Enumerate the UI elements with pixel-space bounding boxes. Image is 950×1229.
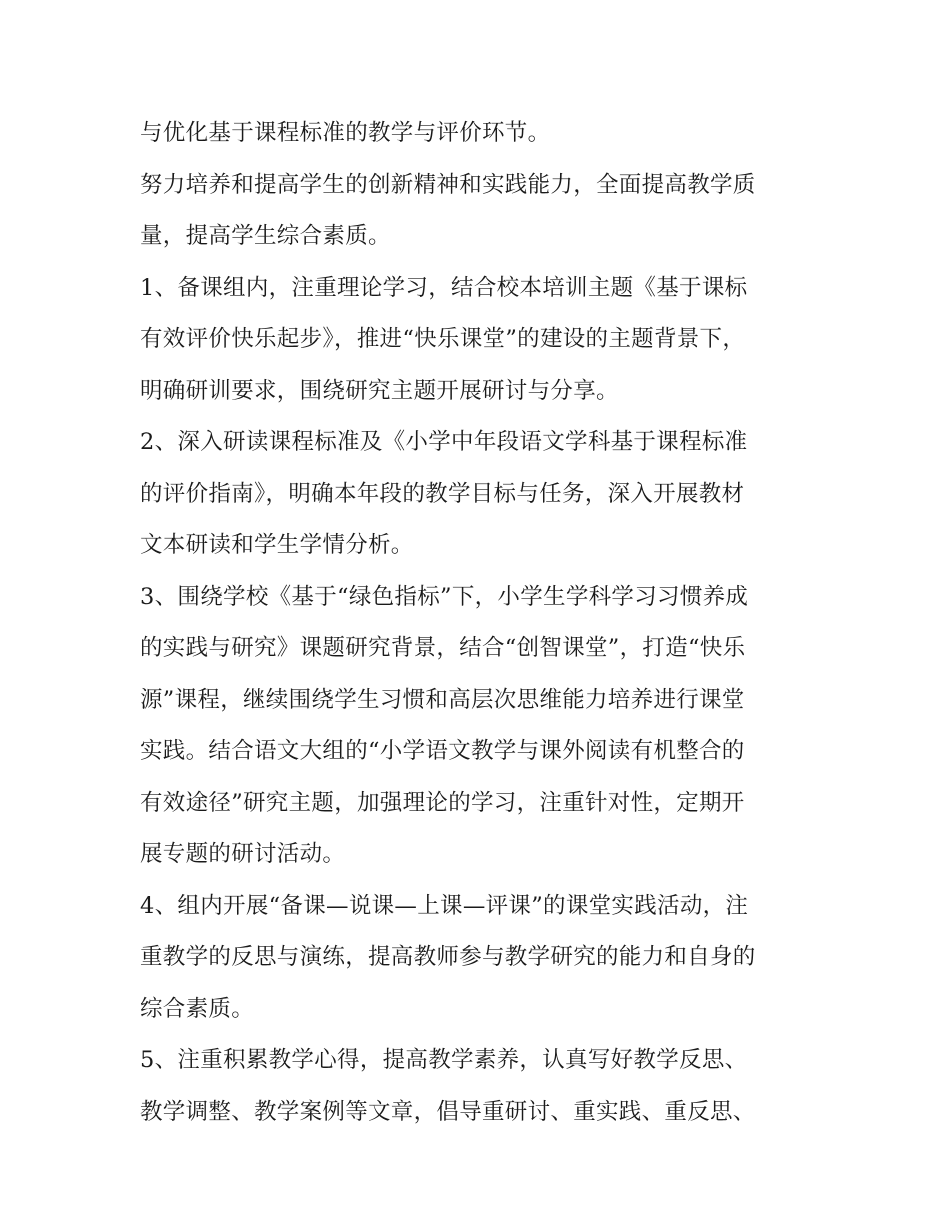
text-line: 的评价指南》，明确本年段的教学目标与任务，深入开展教材: [140, 480, 745, 507]
paragraph-item-5: [140, 1035, 820, 1138]
paragraph-goal: [140, 160, 820, 263]
text-line: 展专题的研讨活动。: [140, 841, 346, 867]
text-line: 2、深入研读课程标准及《小学中年段语文学科基于课程标准: [140, 429, 748, 455]
text-line: 5、注重积累教学心得，提高教学素养，认真写好教学反思、: [140, 1047, 748, 1073]
text-line: 源”课程，继续围绕学生习惯和高层次思维能力培养进行课堂: [140, 686, 745, 713]
text-line: 明确研训要求，围绕研究主题开展研讨与分享。: [140, 377, 619, 404]
paragraph-intro-continuation: [140, 108, 820, 160]
text-line: 4、组内开展“备课—说课—上课—评课”的课堂实践活动，注: [140, 892, 749, 919]
document-body: [140, 108, 820, 1138]
text-line: 1、备课组内，注重理论学习，结合校本培训主题《基于课标: [140, 274, 748, 301]
text-line: 教学调整、教学案例等文章，倡导重研讨、重实践、重反思、: [140, 1098, 756, 1125]
text-line: 综合素质。: [140, 995, 255, 1022]
text-line: 量，提高学生综合素质。: [140, 223, 391, 249]
text-line: 努力培养和提高学生的创新精神和实践能力，全面提高教学质: [140, 171, 756, 198]
text-line: 文本研读和学生学情分析。: [140, 532, 414, 558]
text-line: 重教学的反思与演练，提高教师参与教学研究的能力和自身的: [140, 944, 756, 970]
paragraph-item-3: [140, 572, 820, 881]
text-line: 与优化基于课程标准的教学与评价环节。: [140, 120, 551, 146]
text-line: 的实践与研究》课题研究背景，结合“创智课堂”，打造“快乐: [140, 635, 746, 661]
paragraph-item-4: [140, 881, 820, 1036]
text-line: 实践。结合语文大组的“小学语文教学与课外阅读有机整合的: [140, 738, 745, 764]
text-line: 有效评价快乐起步》，推进“快乐课堂”的建设的主题背景下，: [140, 326, 746, 352]
text-line: 3、围绕学校《基于“绿色指标”下，小学生学科学习习惯养成: [140, 583, 749, 610]
paragraph-item-1: [140, 263, 820, 418]
paragraph-item-2: [140, 417, 820, 572]
text-line: 有效途径”研究主题，加强理论的学习，注重针对性，定期开: [140, 789, 745, 816]
